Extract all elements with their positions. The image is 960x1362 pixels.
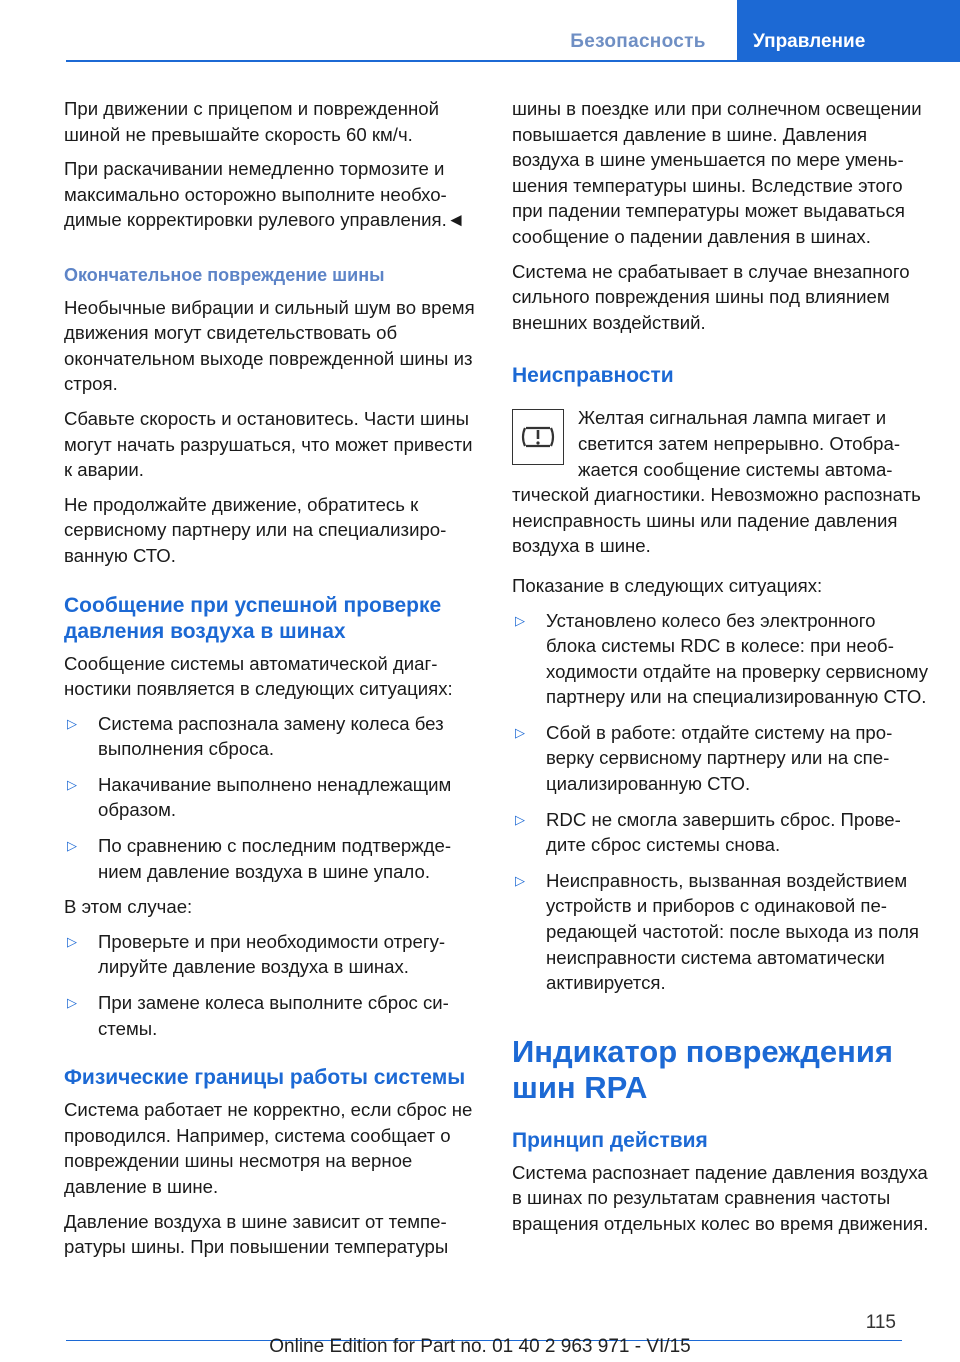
heading-final-damage: Окончательное повреждение шины xyxy=(64,264,385,285)
paragraph: Давление воздуха в шине зависит от температуры шины. При повышении температуры xyxy=(64,1210,449,1258)
list-item: ▷ Неисправность, вызванная воздействием устройств и приборов с одинаковой передающей частотой: после выхода из поля неисправности система автоматически активируется. xyxy=(515,869,919,994)
paragraph: При раскачивании немедленно тормозите и максимально осторожно выполните необходимые корректировки рулевого управления.◄ xyxy=(64,158,466,231)
tire-pressure-warning-icon xyxy=(512,409,564,465)
tab-controls[interactable]: Управление xyxy=(737,0,960,62)
heading-limits: Физические границы работы системы xyxy=(64,1066,466,1090)
warning-block xyxy=(512,401,930,559)
triangle-right-icon: ▷ xyxy=(67,715,77,731)
right-column xyxy=(512,96,930,1246)
page-header xyxy=(0,0,960,62)
list-item: ▷ Проверьте и при необходимости отрегулируйте давление воздуха в шинах. xyxy=(67,930,446,978)
list-item: ▷ RDC не смогла завершить сброс. Проведите сброс системы снова. xyxy=(515,808,901,856)
paragraph: шины в поездке или при солнечном освещении повышается давление в шине. Давления воздуха в шине уменьшается по мере уменьшения температуры шины. Вследствие этого при падении температуры может выдаваться сообщение о падении давления в шинах. xyxy=(512,98,922,247)
paragraph: Система не срабатывает в случае внезапного сильного повреждения шины под влиянием внешних воздействий. xyxy=(512,260,910,333)
paragraph: Система распознает падение давления воздуха в шинах по результатам сравнения частоты вращения отдельных колес во время движения. xyxy=(512,1161,929,1234)
list-item: ▷ Накачивание выполнено ненадлежащим образом. xyxy=(67,773,452,821)
heading-malfunctions: Неисправности xyxy=(512,364,674,388)
paragraph: В этом случае: xyxy=(64,896,193,918)
list-item: ▷ При замене колеса выполните сброс системы. xyxy=(67,992,449,1039)
list-item: ▷ Установлено колесо без электронного блока системы RDC в колесе: при необходимости отдайте на проверку сервисному партнеру или на специализированную СТО. xyxy=(515,609,929,708)
bullet-list xyxy=(64,711,476,885)
triangle-right-icon: ▷ xyxy=(515,811,525,827)
paragraph: При движении с прицепом и поврежденной шиной не превышайте скорость 60 км/ч. xyxy=(64,98,439,145)
paragraph: Система работает не корректно, если сброс не проводился. Например, система сообщает о повреждении шины несмотря на верное давление в шине. xyxy=(64,1099,473,1197)
triangle-right-icon: ▷ xyxy=(67,838,77,854)
triangle-right-icon: ▷ xyxy=(67,776,77,792)
paragraph: Сообщение системы автоматической диагностики появляется в следующих ситуациях: xyxy=(64,652,453,700)
paragraph: Не продолжайте движение, обратитесь к сервисному партнеру или на специализированную СТО. xyxy=(64,493,447,566)
footer-edition: Online Edition for Part no. 01 40 2 963 971 - VI/15 xyxy=(269,1336,691,1357)
heading-principle: Принцип действия xyxy=(512,1128,708,1152)
triangle-right-icon: ▷ xyxy=(515,612,525,628)
paragraph: Показание в следующих ситуациях: xyxy=(512,574,823,596)
heading-message: Сообщение при успешной проверке давления воздуха в шинах xyxy=(64,593,442,643)
left-column xyxy=(64,96,476,1269)
triangle-right-icon: ▷ xyxy=(67,933,77,949)
page-number: 115 xyxy=(865,1312,896,1333)
tab-safety[interactable]: Безопасность xyxy=(570,31,706,52)
list-item: ▷ Система распознала замену колеса без выполнения сброса. xyxy=(67,712,444,760)
heading-rpa: Индикатор повреждения шин RPA xyxy=(512,1033,894,1105)
paragraph: Сбавьте скорость и остановитесь. Части шины могут начать разрушаться, что может привести к аварии. xyxy=(64,407,473,481)
triangle-right-icon: ▷ xyxy=(515,872,525,888)
triangle-right-icon: ▷ xyxy=(67,995,77,1011)
bullet-list xyxy=(512,608,930,996)
list-item: ▷ По сравнению с последним подтверждением давление воздуха в шине упало. xyxy=(67,835,452,882)
warning-text: Желтая сигнальная лампа мигает и светится затем непрерывно. Отображается сообщение системы автоматической диагностики. Невозможно распознать неисправность шины или падение давления воздуха в шине. xyxy=(512,407,921,557)
triangle-right-icon: ▷ xyxy=(515,724,525,740)
paragraph: Необычные вибрации и сильный шум во время движения могут свидетельствовать об окончательном выходе поврежденной шины из строя. xyxy=(64,296,475,395)
list-item: ▷ Сбой в работе: отдайте систему на проверку сервисному партнеру или на специализированную СТО. xyxy=(515,721,893,795)
header-divider xyxy=(66,60,960,62)
bullet-list xyxy=(64,929,476,1041)
